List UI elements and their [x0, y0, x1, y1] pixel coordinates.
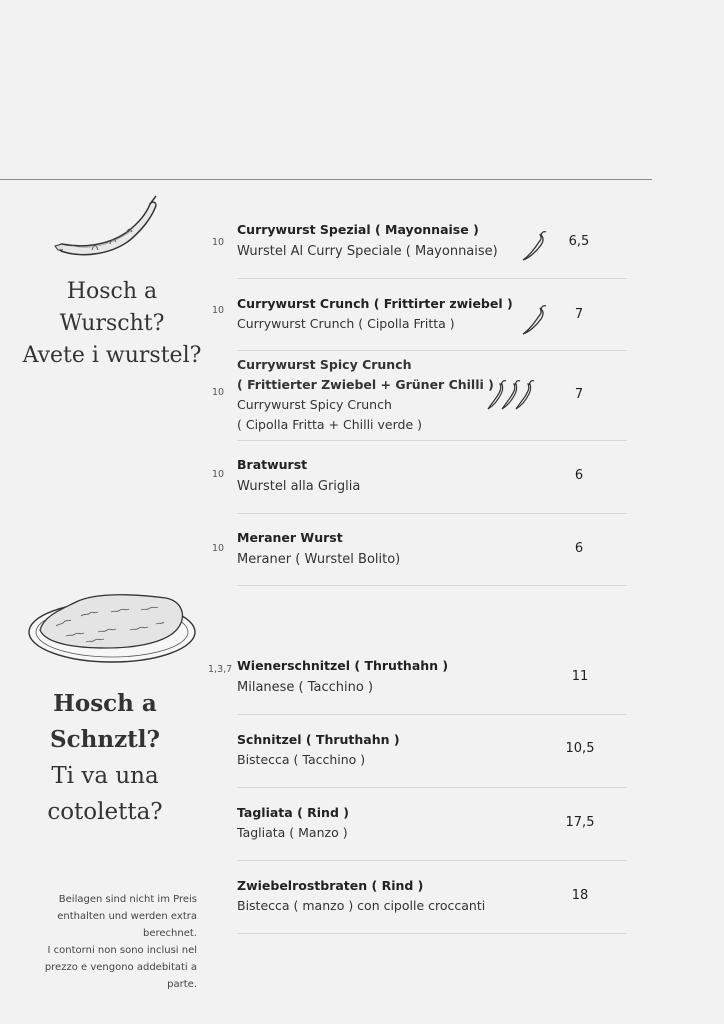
section-title-schnitzel: [5, 686, 205, 830]
allergen-code: 10: [212, 469, 225, 480]
allergen-code: 1,3,7: [208, 664, 233, 675]
triple-chili-icon: [486, 378, 540, 412]
item-name-de: Bratwurst: [237, 457, 308, 472]
allergen-code: 10: [212, 543, 225, 554]
note-line: berechnet.: [143, 928, 197, 939]
item-name-de: Meraner Wurst: [237, 530, 343, 545]
title-line: cotoletta?: [47, 799, 163, 825]
item-name-it: Meraner ( Wurstel Bolito): [237, 552, 401, 567]
item-price: 17,5: [565, 815, 595, 830]
item-name-it: Bistecca ( Tacchino ): [237, 752, 366, 767]
item-name-it: Tagliata ( Manzo ): [237, 825, 348, 840]
title-line: Ti va una: [51, 763, 159, 789]
item-name-it: Bistecca ( manzo ) con cipolle croccanti: [237, 898, 486, 913]
title-line: Hosch a: [66, 279, 158, 304]
title-line: Hosch a: [53, 690, 157, 717]
item-name-it: Milanese ( Tacchino ): [237, 680, 374, 695]
item-name-it: Wurstel alla Griglia: [237, 479, 361, 494]
row-divider: [237, 350, 627, 351]
item-price: 18: [571, 888, 589, 903]
side-dishes-note: [30, 891, 197, 993]
item-name-de: Schnitzel ( Thruthahn ): [237, 732, 400, 747]
item-price: 7: [574, 387, 584, 402]
item-name-de: Tagliata ( Rind ): [237, 805, 349, 820]
allergen-code: 10: [212, 237, 225, 248]
top-divider: [0, 179, 652, 180]
item-price: 6: [574, 468, 584, 483]
chili-icon: [520, 304, 548, 338]
item-name-it: ( Cipolla Fritta + Chilli verde ): [237, 417, 422, 432]
row-divider: [237, 440, 627, 441]
allergen-code: 10: [212, 305, 225, 316]
item-name-de: ( Frittierter Zwiebel + Grüner Chilli ): [237, 377, 494, 392]
title-line: Wurscht?: [59, 311, 165, 336]
row-divider: [237, 787, 627, 788]
item-name-de: Currywurst Spicy Crunch: [237, 357, 412, 372]
note-line: prezzo e vengono addebitati a: [44, 962, 197, 973]
item-price: 10,5: [565, 741, 595, 756]
item-price: 7: [574, 307, 584, 322]
item-name-de: Wienerschnitzel ( Thruthahn ): [237, 658, 449, 673]
allergen-code: 10: [212, 387, 225, 398]
row-divider: [237, 278, 627, 279]
item-name-de: Zwiebelrostbraten ( Rind ): [237, 878, 424, 893]
note-line: enthalten und werden extra: [57, 911, 197, 922]
sausage-illustration: [52, 194, 160, 262]
section-title-wurst: [12, 276, 212, 372]
chili-icon: [520, 230, 548, 264]
item-price: 6: [574, 541, 584, 556]
item-name-de: Currywurst Crunch ( Frittirter zwiebel ): [237, 296, 513, 311]
note-line: parte.: [167, 979, 197, 990]
schnitzel-illustration: [26, 586, 198, 670]
item-name-it: Wurstel Al Curry Speciale ( Mayonnaise): [237, 244, 498, 259]
row-divider: [237, 513, 627, 514]
item-name-it: Currywurst Spicy Crunch: [237, 397, 392, 412]
item-name-it: Currywurst Crunch ( Cipolla Fritta ): [237, 316, 455, 331]
title-line: Avete i wurstel?: [22, 343, 202, 368]
note-line: I contorni non sono inclusi nel: [47, 945, 197, 956]
row-divider: [237, 714, 627, 715]
title-line: Schnztl?: [50, 726, 160, 753]
item-name-de: Currywurst Spezial ( Mayonnaise ): [237, 222, 479, 237]
note-line: Beilagen sind nicht im Preis: [58, 894, 197, 905]
item-price: 6,5: [568, 234, 590, 249]
item-price: 11: [571, 669, 589, 684]
row-divider: [237, 860, 627, 861]
row-divider: [237, 933, 627, 934]
row-divider: [237, 585, 627, 586]
